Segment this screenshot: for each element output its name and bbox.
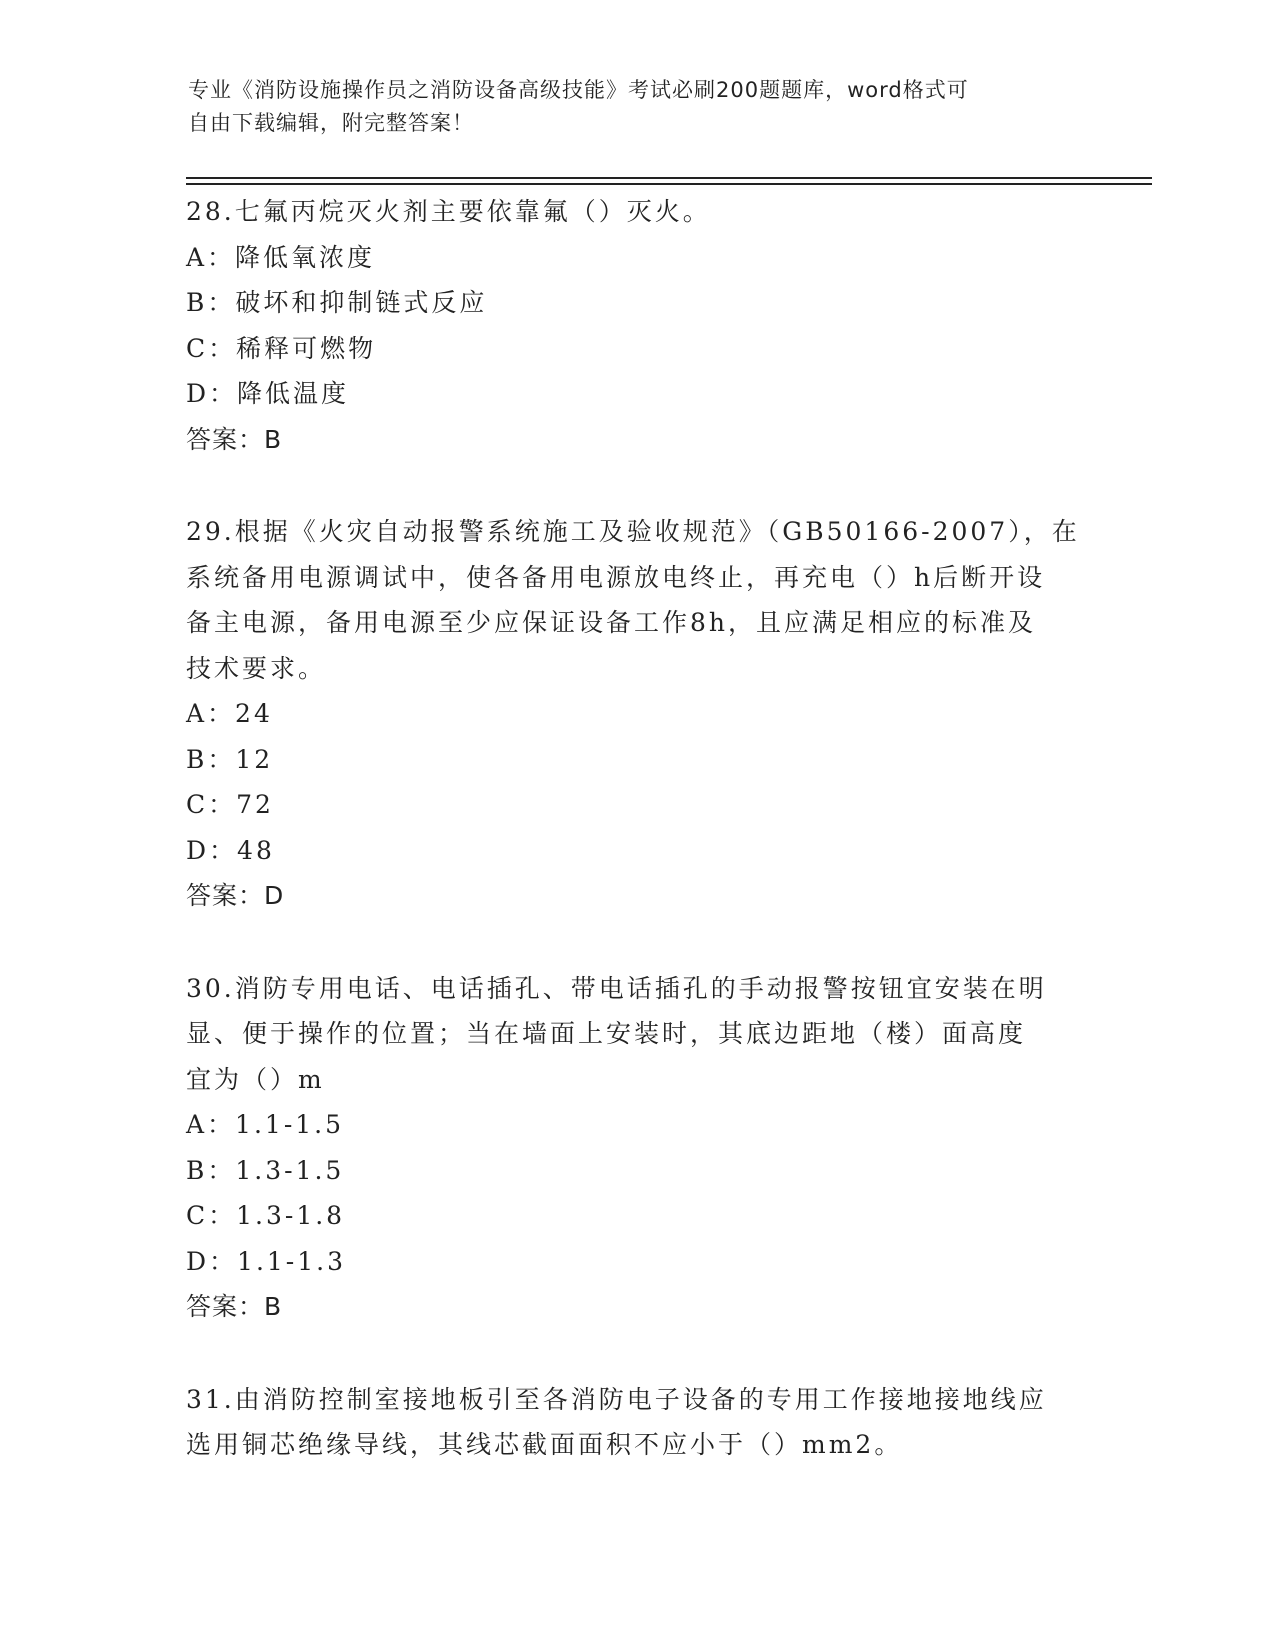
question-text: 显、便于操作的位置；当在墙面上安装时，其底边距地（楼）面高度 xyxy=(186,1019,1027,1048)
question-text: 选用铜芯绝缘导线，其线芯截面面积不应小于（）mm2。 xyxy=(186,1430,903,1459)
answer: 答案：B xyxy=(186,424,283,454)
header-line: 专业《消防设施操作员之消防设备高级技能》考试必刷200题题库，word格式可 xyxy=(188,78,969,102)
question-30 xyxy=(186,966,1086,1330)
option-b: B：破坏和抑制链式反应 xyxy=(186,288,488,317)
option-d: D：48 xyxy=(186,835,275,865)
header-divider xyxy=(186,183,1152,185)
option-d: D：1.1-1.3 xyxy=(186,1246,347,1276)
question-text: 备主电源，备用电源至少应保证设备工作8h，且应满足相应的标准及 xyxy=(186,608,1037,637)
answer: 答案：D xyxy=(186,881,285,910)
header-divider xyxy=(186,177,1152,179)
question-list xyxy=(186,189,1086,1468)
option-a: A：24 xyxy=(186,699,273,728)
question-text: 宜为（）m xyxy=(186,1064,325,1094)
question-text: 系统备用电源调试中，使各备用电源放电终止，再充电（）h后断开设 xyxy=(186,562,1046,592)
header-line: 自由下载编辑，附完整答案！ xyxy=(188,111,474,135)
question-text: 30.消防专用电话、电话插孔、带电话插孔的手动报警按钮宜安装在明 xyxy=(186,973,1047,1003)
option-c: C：稀释可燃物 xyxy=(186,333,377,363)
option-a: A：1.1-1.5 xyxy=(186,1110,345,1139)
option-d: D：降低温度 xyxy=(186,379,350,408)
option-b: B：1.3-1.5 xyxy=(186,1155,345,1185)
option-b: B：12 xyxy=(186,744,274,774)
question-text: 技术要求。 xyxy=(186,653,327,683)
question-31 xyxy=(186,1377,1086,1468)
option-a: A：降低氧浓度 xyxy=(186,242,376,272)
question-text: 29.根据《火灾自动报警系统施工及验收规范》（GB50166-2007），在 xyxy=(186,517,1080,546)
question-text: 28.七氟丙烷灭火剂主要依靠氟（）灭火。 xyxy=(186,197,711,226)
answer: 答案：B xyxy=(186,1292,283,1321)
question-28 xyxy=(186,189,1086,462)
question-text: 31.由消防控制室接地板引至各消防电子设备的专用工作接地接地线应 xyxy=(186,1384,1047,1414)
option-c: C：72 xyxy=(186,790,274,819)
option-c: C：1.3-1.8 xyxy=(186,1201,346,1230)
question-29 xyxy=(186,509,1086,919)
document-header xyxy=(188,74,1068,140)
